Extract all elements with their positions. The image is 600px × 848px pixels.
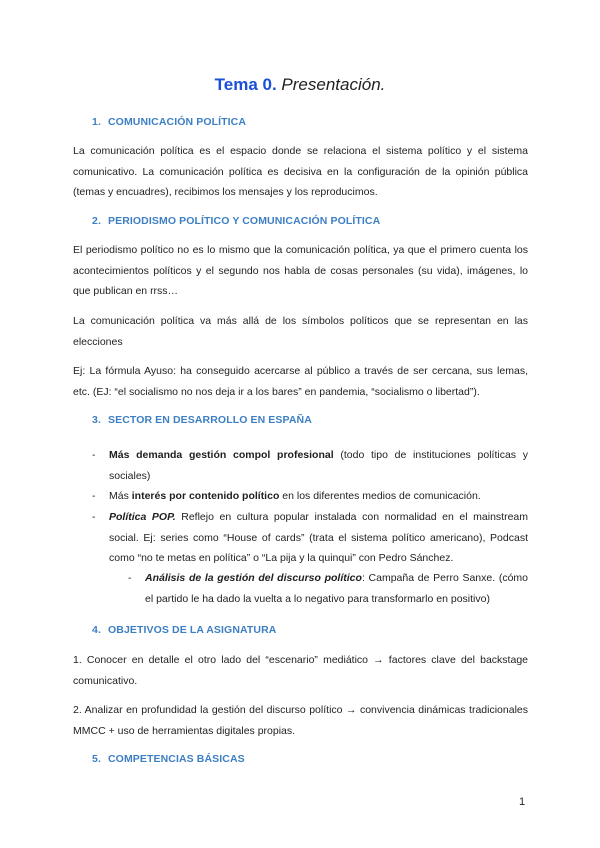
list-item: - Más demanda gestión compol profesional (todo tipo de instituciones políticas y sociales) (92, 449, 528, 482)
section-heading-1: 1. COMUNICACIÓN POLÍTICA (92, 116, 247, 128)
paragraph: 1. Conocer en detalle el otro lado del “escenario” mediático → factores clave del backstage comunicativo. (73, 654, 528, 687)
list-item-nested: - Análisis de la gestión del discurso político: Campaña de Perro Sanxe. (cómo el partido le ha dado la vuelta a lo negativo para transformarlo en positivo) (128, 572, 529, 605)
list-item: - Política POP. Reflejo en cultura popular instalada con normalidad en el mainstream social. Ej: series como “House of cards” (trata el sistema político americano), Podcast como “no te metas en política” o “La pija y la quinqui” con Pedro Sánchez. (92, 511, 529, 564)
section-heading-4: 4. OBJETIVOS DE LA ASIGNATURA (92, 624, 277, 636)
title-number: Tema 0. (214, 75, 277, 94)
paragraph: 2. Analizar en profundidad la gestión del discurso político → convivencia dinámicas tradicionales MMCC + uso de herramientas digitales propias. (73, 704, 528, 737)
section-heading-5: 5. COMPETENCIAS BÁSICAS (92, 753, 245, 765)
title-subtitle: Presentación. (281, 75, 386, 94)
section-heading-2: 2. PERIODISMO POLÍTICO Y COMUNICACIÓN POLÍTICA (92, 215, 381, 227)
paragraph: Ej: La fórmula Ayuso: ha conseguido acercarse al público a través de ser cercana, sus lemas, etc. (EJ: “el socialismo no nos deja ir a los bares” en pandemia, “socialismo o libertad”). (73, 365, 528, 398)
paragraph: El periodismo político no es lo mismo que la comunicación política, ya que el primero cuenta los acontecimientos políticos y el segundo nos habla de cosas personales (su vida), imágenes, lo que publican en rrss… (73, 244, 528, 297)
list-item: - Más interés por contenido político en los diferentes medios de comunicación. (92, 490, 481, 502)
paragraph: La comunicación política va más allá de los símbolos políticos que se representan en las elecciones (73, 315, 528, 348)
paragraph: La comunicación política es el espacio donde se relaciona el sistema político y el sistema comunicativo. La comunicación política es decisiva en la configuración de la opinión pública (temas y encuadres), recibimos los mensajes y los reproducimos. (73, 145, 528, 198)
section-heading-3: 3. SECTOR EN DESARROLLO EN ESPAÑA (92, 414, 312, 426)
page-title (0, 74, 600, 96)
page-number: 1 (519, 796, 526, 808)
